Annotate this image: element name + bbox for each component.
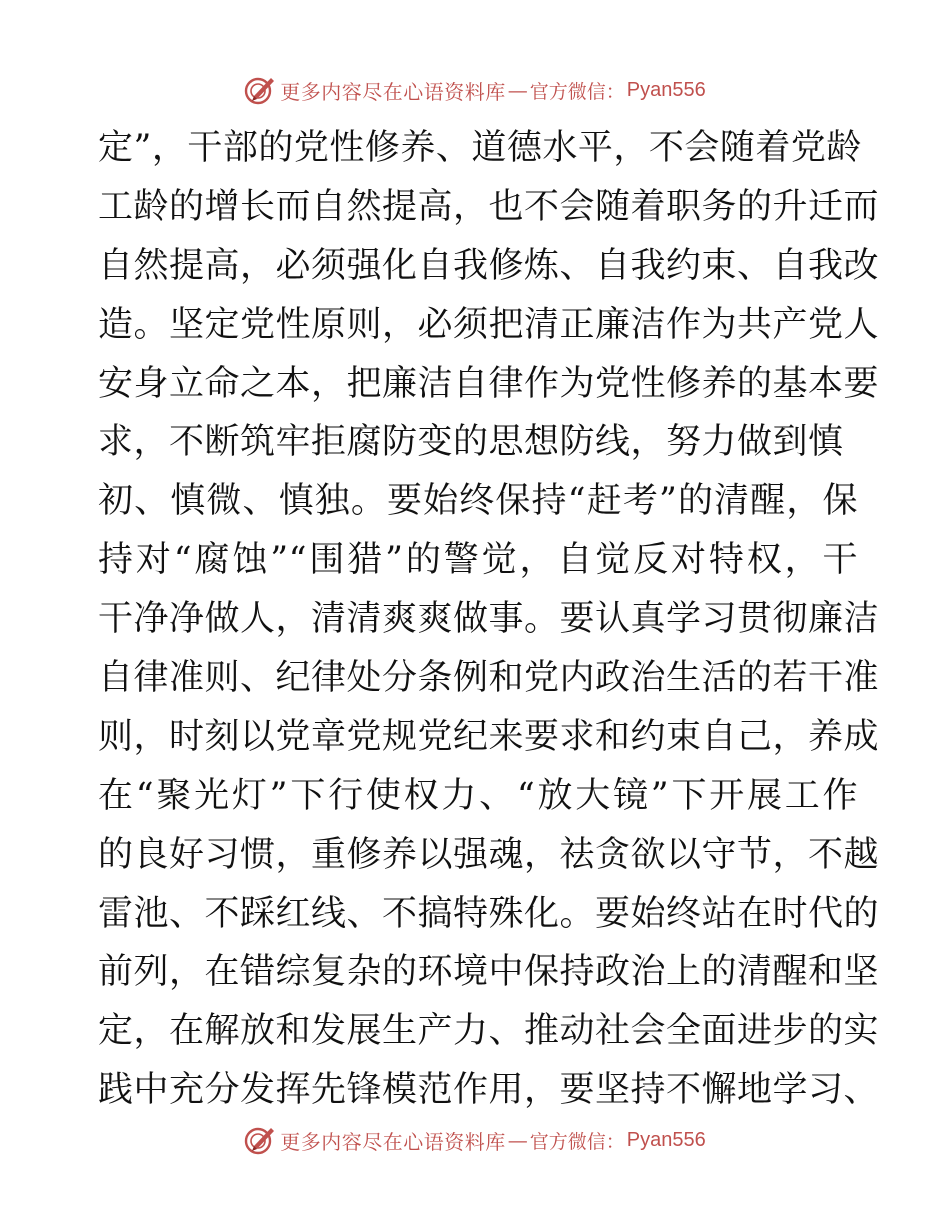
- banner-wechat-id: Pyan556: [626, 78, 706, 101]
- footer-banner: [0, 1120, 950, 1160]
- text-line: 持对“腐蚀”“围猎”的警觉，自觉反对特权，干: [98, 540, 858, 581]
- text-line: 定”，干部的党性修养、道德水平，不会随着党龄: [98, 128, 862, 168]
- text-line: 前列，在错综复杂的环境中保持政治上的清醒和坚: [98, 952, 880, 993]
- banner-wechat-label: 官方微信：: [529, 80, 625, 103]
- text-line: 则，时刻以党章党规党纪来要求和约束自己，养成: [98, 716, 880, 757]
- text-line: 工龄的增长而自然提高，也不会随着职务的升迁而: [98, 186, 880, 227]
- header-banner: [0, 70, 950, 110]
- document-body: [98, 119, 880, 1120]
- text-line: 践中充分发挥先锋模范作用，要坚持不懈地学习、: [98, 1070, 880, 1111]
- text-line: 的良好习惯，重修养以强魂，祛贪欲以守节，不越: [98, 834, 880, 875]
- text-line: 求，不断筑牢拒腐防变的思想防线，努力做到慎: [98, 422, 844, 463]
- text-line: 初、慎微、慎独。要始终保持“赶考”的清醒，保: [98, 481, 858, 522]
- text-line: 造。坚定党性原则，必须把清正廉洁作为共产党人: [98, 304, 880, 345]
- banner-wechat-id: Pyan556: [626, 1128, 706, 1151]
- text-line: 安身立命之本，把廉洁自律作为党性修养的基本要: [98, 363, 880, 404]
- text-line: 自然提高，必须强化自我修炼、自我约束、自我改: [98, 245, 880, 286]
- text-line: 在“聚光灯”下行使权力、“放大镜”下开展工作: [98, 775, 858, 816]
- text-line: 自律准则、纪律处分条例和党内政治生活的若干准: [98, 658, 880, 699]
- text-line: 定，在解放和发展生产力、推动社会全面进步的实: [98, 1011, 880, 1052]
- banner-dash: —: [507, 1128, 528, 1152]
- text-line: 干净净做人，清清爽爽做事。要认真学习贯彻廉洁: [98, 599, 880, 640]
- pen-logo-icon: [244, 74, 276, 106]
- banner-slogan: 更多内容尽在心语资料库: [280, 79, 506, 104]
- text-line: 雷池、不踩红线、不搞特殊化。要始终站在时代的: [98, 893, 880, 934]
- pen-logo-icon: [244, 1124, 276, 1156]
- banner-dash: —: [507, 78, 528, 102]
- banner-wechat-label: 官方微信：: [529, 1130, 625, 1153]
- banner-slogan: 更多内容尽在心语资料库: [280, 1129, 506, 1154]
